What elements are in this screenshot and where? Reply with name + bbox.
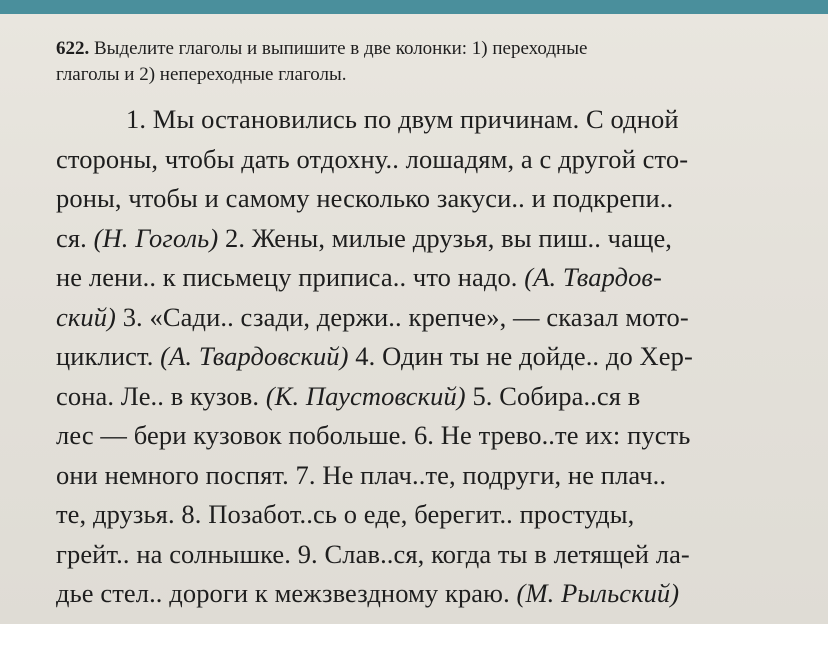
sentence-text: стороны, чтобы дать отдохну.. лошадям, а с другой сто- <box>56 143 689 174</box>
sentence-text: 3. «Сади.. сзади, держи.. крепче», — сказал мото- <box>115 301 689 332</box>
sentence-text: роны, чтобы и самому несколько закуси.. и подкрепи.. <box>56 183 674 213</box>
text-line-9 <box>56 416 816 456</box>
text-line-3 <box>56 179 816 219</box>
author-citation: (М. Рыльский) <box>516 578 680 608</box>
text-line-13 <box>56 574 816 614</box>
sentence-text: дье стел.. дороги к межзвездному краю. <box>56 578 517 608</box>
author-citation: (К. Паустовский) <box>265 380 466 411</box>
sentence-text: 4. Один ты не дойде.. до Хер- <box>348 341 693 371</box>
book-page <box>0 14 828 624</box>
blank-margin <box>0 624 828 672</box>
sentence-text: те, друзья. 8. Позабот..сь о еде, берегит.. простуды, <box>56 499 635 529</box>
top-accent-bar <box>0 0 828 14</box>
author-citation: (А. Твардовский) <box>160 341 349 371</box>
text-line-6 <box>56 298 816 338</box>
text-line-11 <box>56 495 816 535</box>
sentence-text: лес — бери кузовок побольше. 6. Не трево..те их: пусть <box>56 420 691 450</box>
author-citation: (А. Твардов- <box>524 262 662 292</box>
task-line-1 <box>56 36 816 62</box>
sentence-text: не лени.. к письмецу приписа.. что надо. <box>56 262 525 292</box>
task-line-2: глаголы и 2) непереходные глаголы. <box>56 64 347 85</box>
sentence-text: сона. Ле.. в кузов. <box>56 380 266 411</box>
sentence-text: 5. Собира..ся в <box>465 380 641 411</box>
sentence-text: грейт.. на солнышке. 9. Слав..ся, когда ты в летящей ла- <box>56 538 690 569</box>
sentence-text: ся. <box>56 222 94 253</box>
author-citation: ский) <box>56 301 116 332</box>
text-line-4 <box>56 219 816 259</box>
text-line-7 <box>56 337 816 377</box>
task-instruction-part-1: Выделите глаголы и выпишите в две колонки: 1) переходные <box>94 38 588 59</box>
text-line-12 <box>56 535 816 575</box>
text-line-2 <box>56 140 816 180</box>
author-citation: (Н. Гоголь) <box>93 222 219 253</box>
exercise-text <box>56 36 816 614</box>
text-line-8 <box>56 377 816 417</box>
text-line-10 <box>56 456 816 496</box>
sentence-text: 2. Жены, милые друзья, вы пиш.. чаще, <box>218 222 673 253</box>
task-number: 622. <box>56 38 90 59</box>
sentence-text: они немного поспят. 7. Не плач..те, подруги, не плач.. <box>56 459 667 490</box>
exercise-body <box>56 100 816 614</box>
sentence-text: циклист. <box>56 341 161 371</box>
text-line-5 <box>56 258 816 298</box>
sentence-text: 1. Мы остановились по двум причинам. С одной <box>126 104 679 134</box>
text-line-1 <box>56 100 816 140</box>
